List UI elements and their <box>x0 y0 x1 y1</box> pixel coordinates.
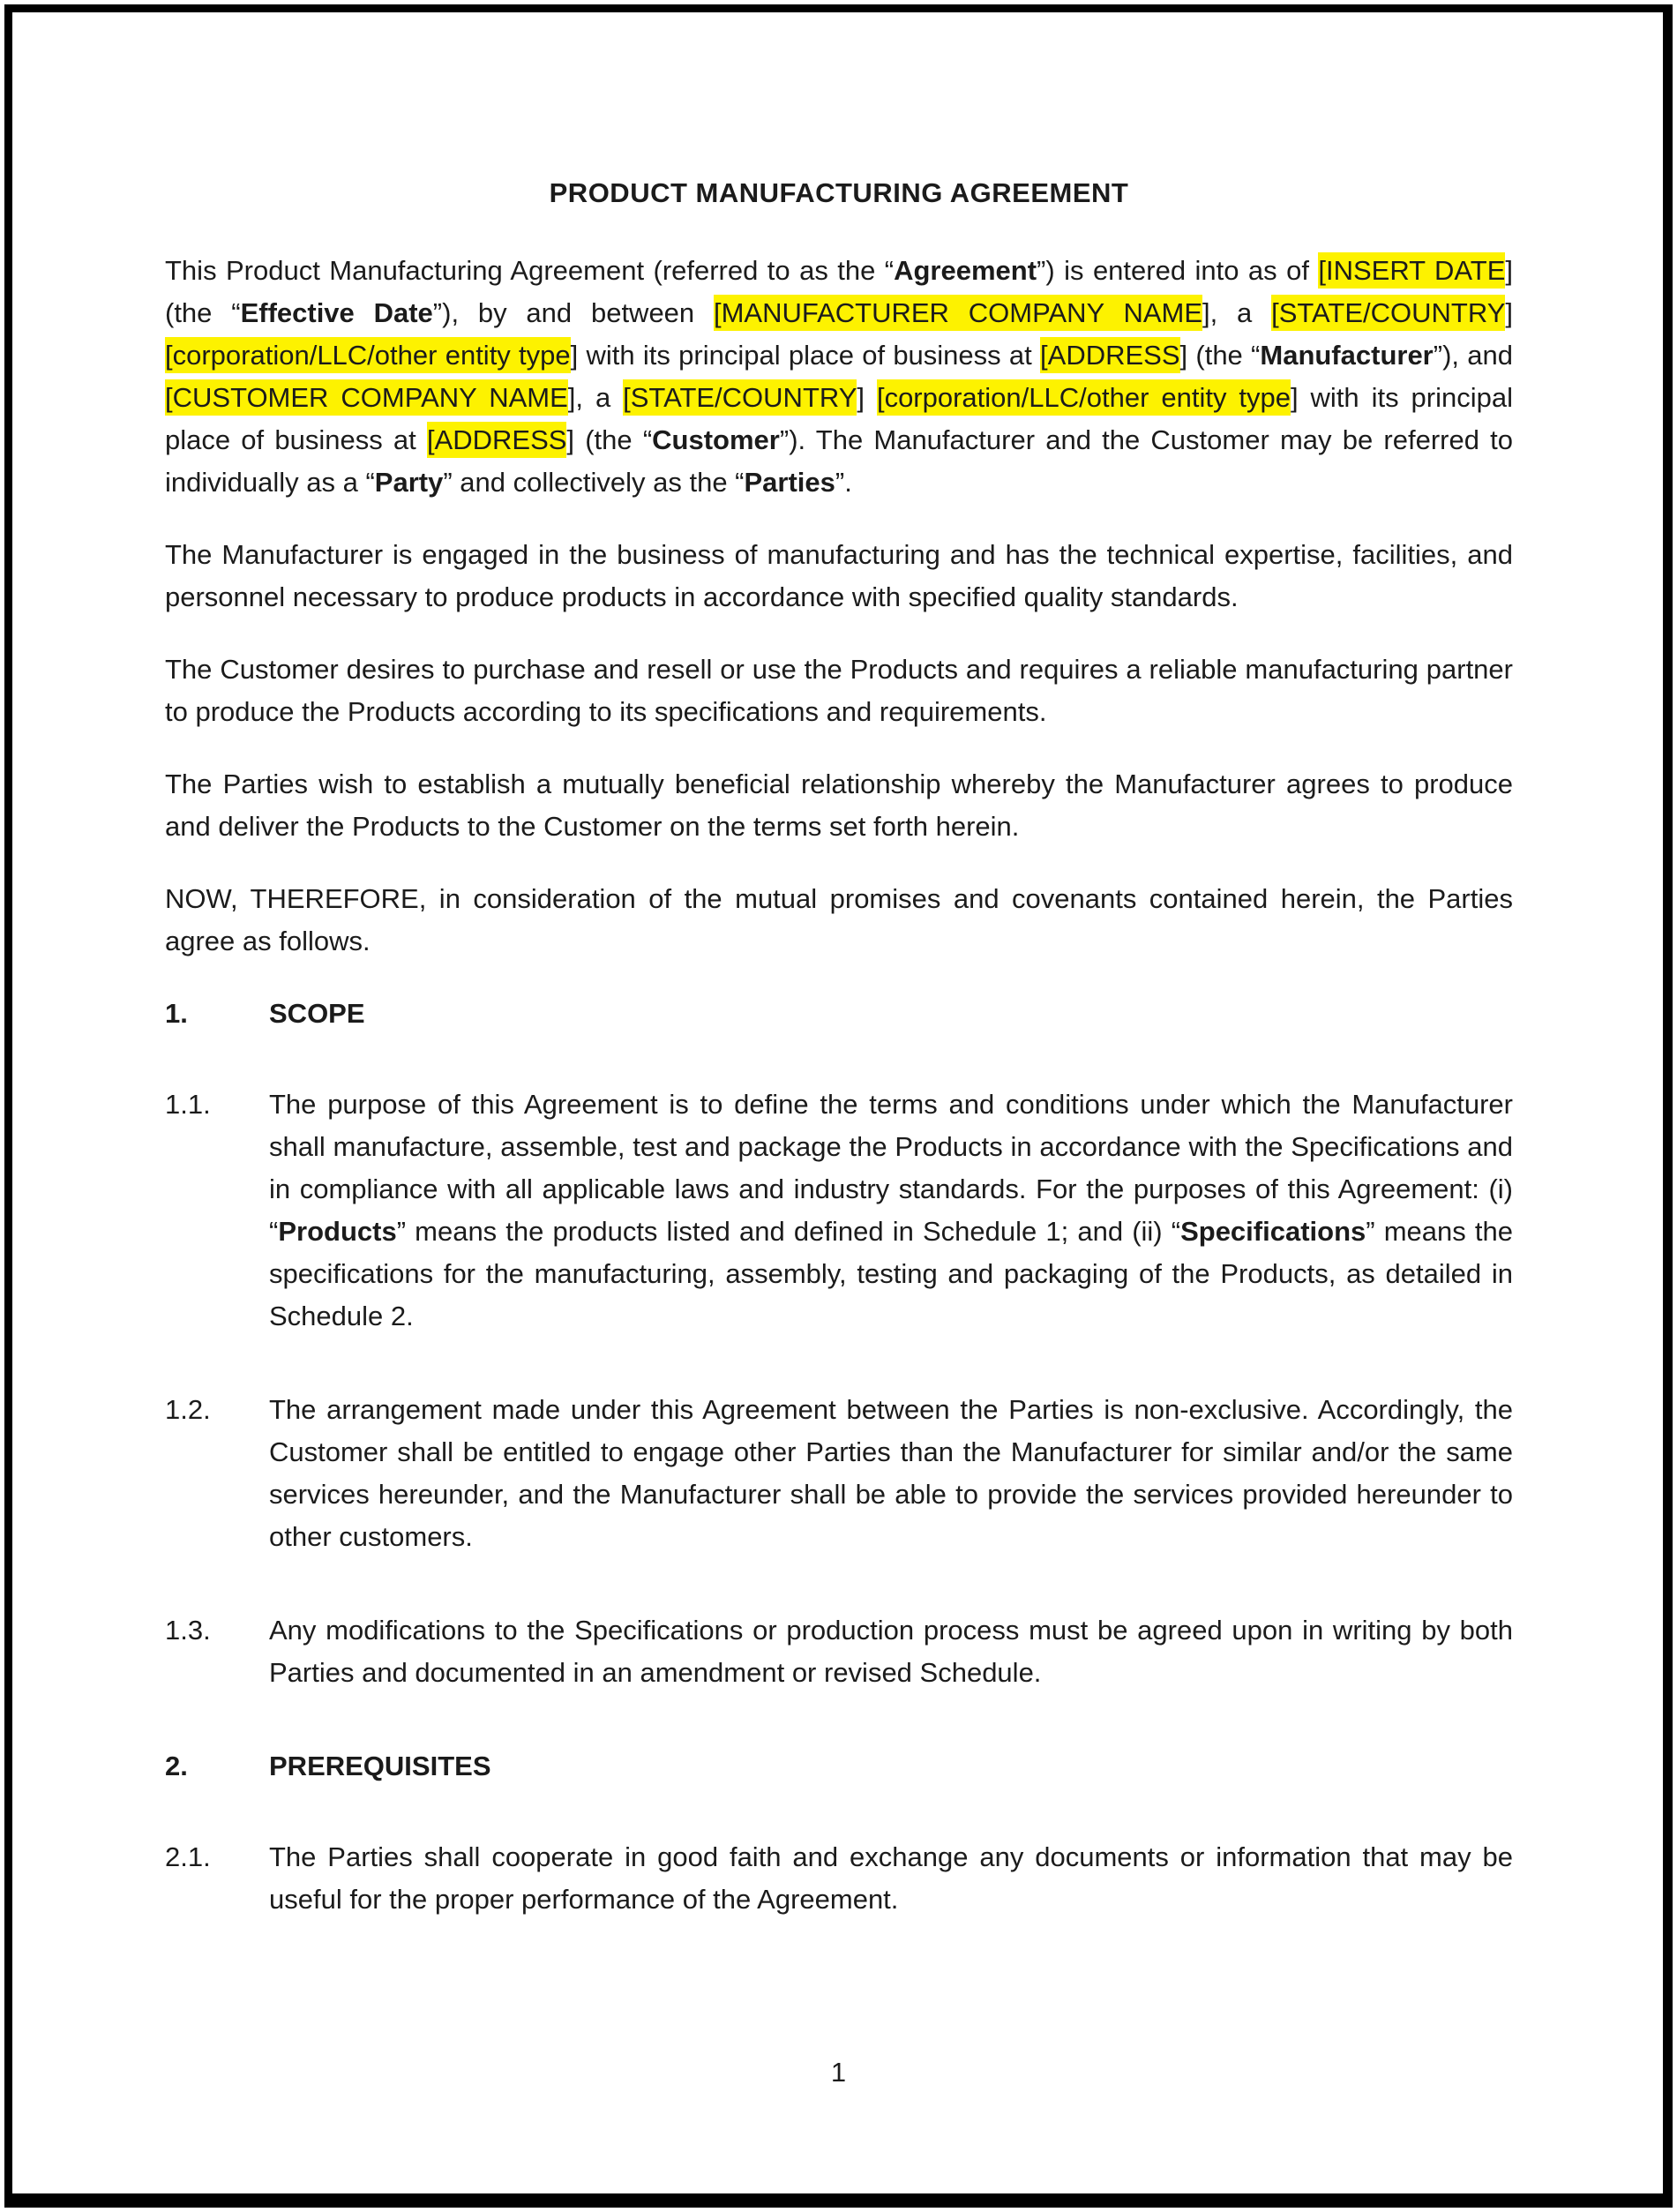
recital-manufacturer-paragraph <box>165 534 1513 619</box>
text-run: NOW, THEREFORE, in consideration of the mutual promises and covenants contained herein, the Parties agree as follows. <box>165 883 1513 956</box>
text-run: ] (the “ <box>165 255 1513 328</box>
highlighted-placeholder: [CUSTOMER COMPANY NAME <box>165 379 568 416</box>
bold-term: Agreement <box>894 255 1037 286</box>
now-therefore-paragraph <box>165 878 1513 963</box>
highlighted-placeholder: [ADDRESS <box>427 422 566 458</box>
text-run: ] <box>857 382 877 413</box>
section-heading-label: SCOPE <box>269 998 365 1029</box>
clause-text <box>269 1609 1513 1694</box>
clause-text <box>269 1389 1513 1558</box>
section-heading-label: PREREQUISITES <box>269 1751 491 1781</box>
text-run: The Parties wish to establish a mutually beneficial relationship whereby the Manufacturer agrees to produce and deliver the Products to the Customer on the terms set forth herein. <box>165 769 1513 842</box>
highlighted-placeholder: [STATE/COUNTRY <box>623 379 857 416</box>
text-run: The Manufacturer is engaged in the business of manufacturing and has the technical expertise, facilities, and personnel necessary to produce products in accordance with specified quality standards. <box>165 539 1513 612</box>
clause-number: 1.3. <box>165 1615 211 1646</box>
bold-term: Party <box>374 467 444 498</box>
page-number: 1 <box>830 2057 847 2088</box>
clause-text <box>269 1084 1513 1338</box>
text-run: The Parties shall cooperate in good faith and exchange any documents or information that may be useful for the proper performance of the Agreement. <box>269 1841 1513 1915</box>
clause-1-2 <box>165 1389 1513 1558</box>
highlighted-placeholder: [corporation/LLC/other entity type <box>877 379 1291 416</box>
text-run: This Product Manufacturing Agreement (referred to as the “ <box>165 255 895 286</box>
text-run: Any modifications to the Specifications or production process must be agreed upon in writing by both Parties and documented in an amendment or revised Schedule. <box>269 1615 1513 1688</box>
text-run: The purpose of this Agreement is to define the terms and conditions under which the Manufacturer shall manufacture, assemble, test and package the Products in accordance with the Specifications and in compliance with all applicable laws and industry standards. For the purposes of this Agreement: (i) “ <box>269 1089 1513 1247</box>
clause-number: 1.2. <box>165 1394 211 1425</box>
clause-text <box>269 1836 1513 1921</box>
intro-paragraph <box>165 250 1513 504</box>
bold-term: Effective Date <box>240 297 433 328</box>
text-run: ] (the “ <box>566 424 653 455</box>
text-run: The arrangement made under this Agreement between the Parties is non-exclusive. Accordingly, the Customer shall be entitled to engage other Parties than the Manufacturer for similar and/or the same services hereunder, and the Manufacturer shall be able to provide the services provided hereunder to other customers. <box>269 1394 1513 1552</box>
clause-1-1 <box>165 1084 1513 1338</box>
highlighted-placeholder: [ADDRESS <box>1040 337 1179 373</box>
highlighted-placeholder: [corporation/LLC/other entity type <box>165 337 571 373</box>
bold-term: Specifications <box>1180 1216 1366 1247</box>
text-run: ”), and <box>1433 340 1513 371</box>
clause-number: 1.1. <box>165 1089 211 1120</box>
recital-customer-paragraph <box>165 649 1513 733</box>
bold-term: Manufacturer <box>1260 340 1434 371</box>
text-run: ], a <box>1202 297 1272 328</box>
clause-1-3 <box>165 1609 1513 1694</box>
recital-parties-paragraph <box>165 763 1513 848</box>
text-run: ] <box>1505 297 1513 328</box>
clause-2-1 <box>165 1836 1513 1921</box>
bold-term: Customer <box>652 424 780 455</box>
text-run: ” and collectively as the “ <box>443 467 745 498</box>
text-run: ”). The Manufacturer and the Customer may be referred to individually as a “ <box>165 424 1513 498</box>
document-frame <box>4 4 1673 2208</box>
highlighted-placeholder: [MANUFACTURER COMPANY NAME <box>714 295 1202 331</box>
text-run: The Customer desires to purchase and resell or use the Products and requires a reliable manufacturing partner to produce the Products according to its specifications and requirements. <box>165 654 1513 727</box>
section-heading-scope <box>165 993 1513 1035</box>
clause-number: 2.1. <box>165 1841 211 1872</box>
section-number: 2. <box>165 1751 188 1781</box>
highlighted-placeholder: [INSERT DATE <box>1318 252 1505 289</box>
text-run: ” means the specifications for the manufacturing, assembly, testing and packaging of the Products, as detailed in Schedule 2. <box>269 1216 1513 1331</box>
text-run: ”) is entered into as of <box>1037 255 1319 286</box>
bold-term: Products <box>278 1216 397 1247</box>
section-heading-prerequisites <box>165 1745 1513 1788</box>
highlighted-placeholder: [STATE/COUNTRY <box>1271 295 1505 331</box>
text-run: ] with its principal place of business at <box>570 340 1041 371</box>
text-run: ”. <box>835 467 852 498</box>
text-run: ] with its principal place of business at <box>165 382 1514 455</box>
bold-term: Parties <box>744 467 835 498</box>
text-run: ” means the products listed and defined in Schedule 1; and (ii) “ <box>396 1216 1181 1247</box>
text-run: ”), by and between <box>432 297 714 328</box>
document-title: PRODUCT MANUFACTURING AGREEMENT <box>549 177 1129 208</box>
section-number: 1. <box>165 998 188 1029</box>
text-run: ] (the “ <box>1179 340 1261 371</box>
text-run: ], a <box>567 382 624 413</box>
